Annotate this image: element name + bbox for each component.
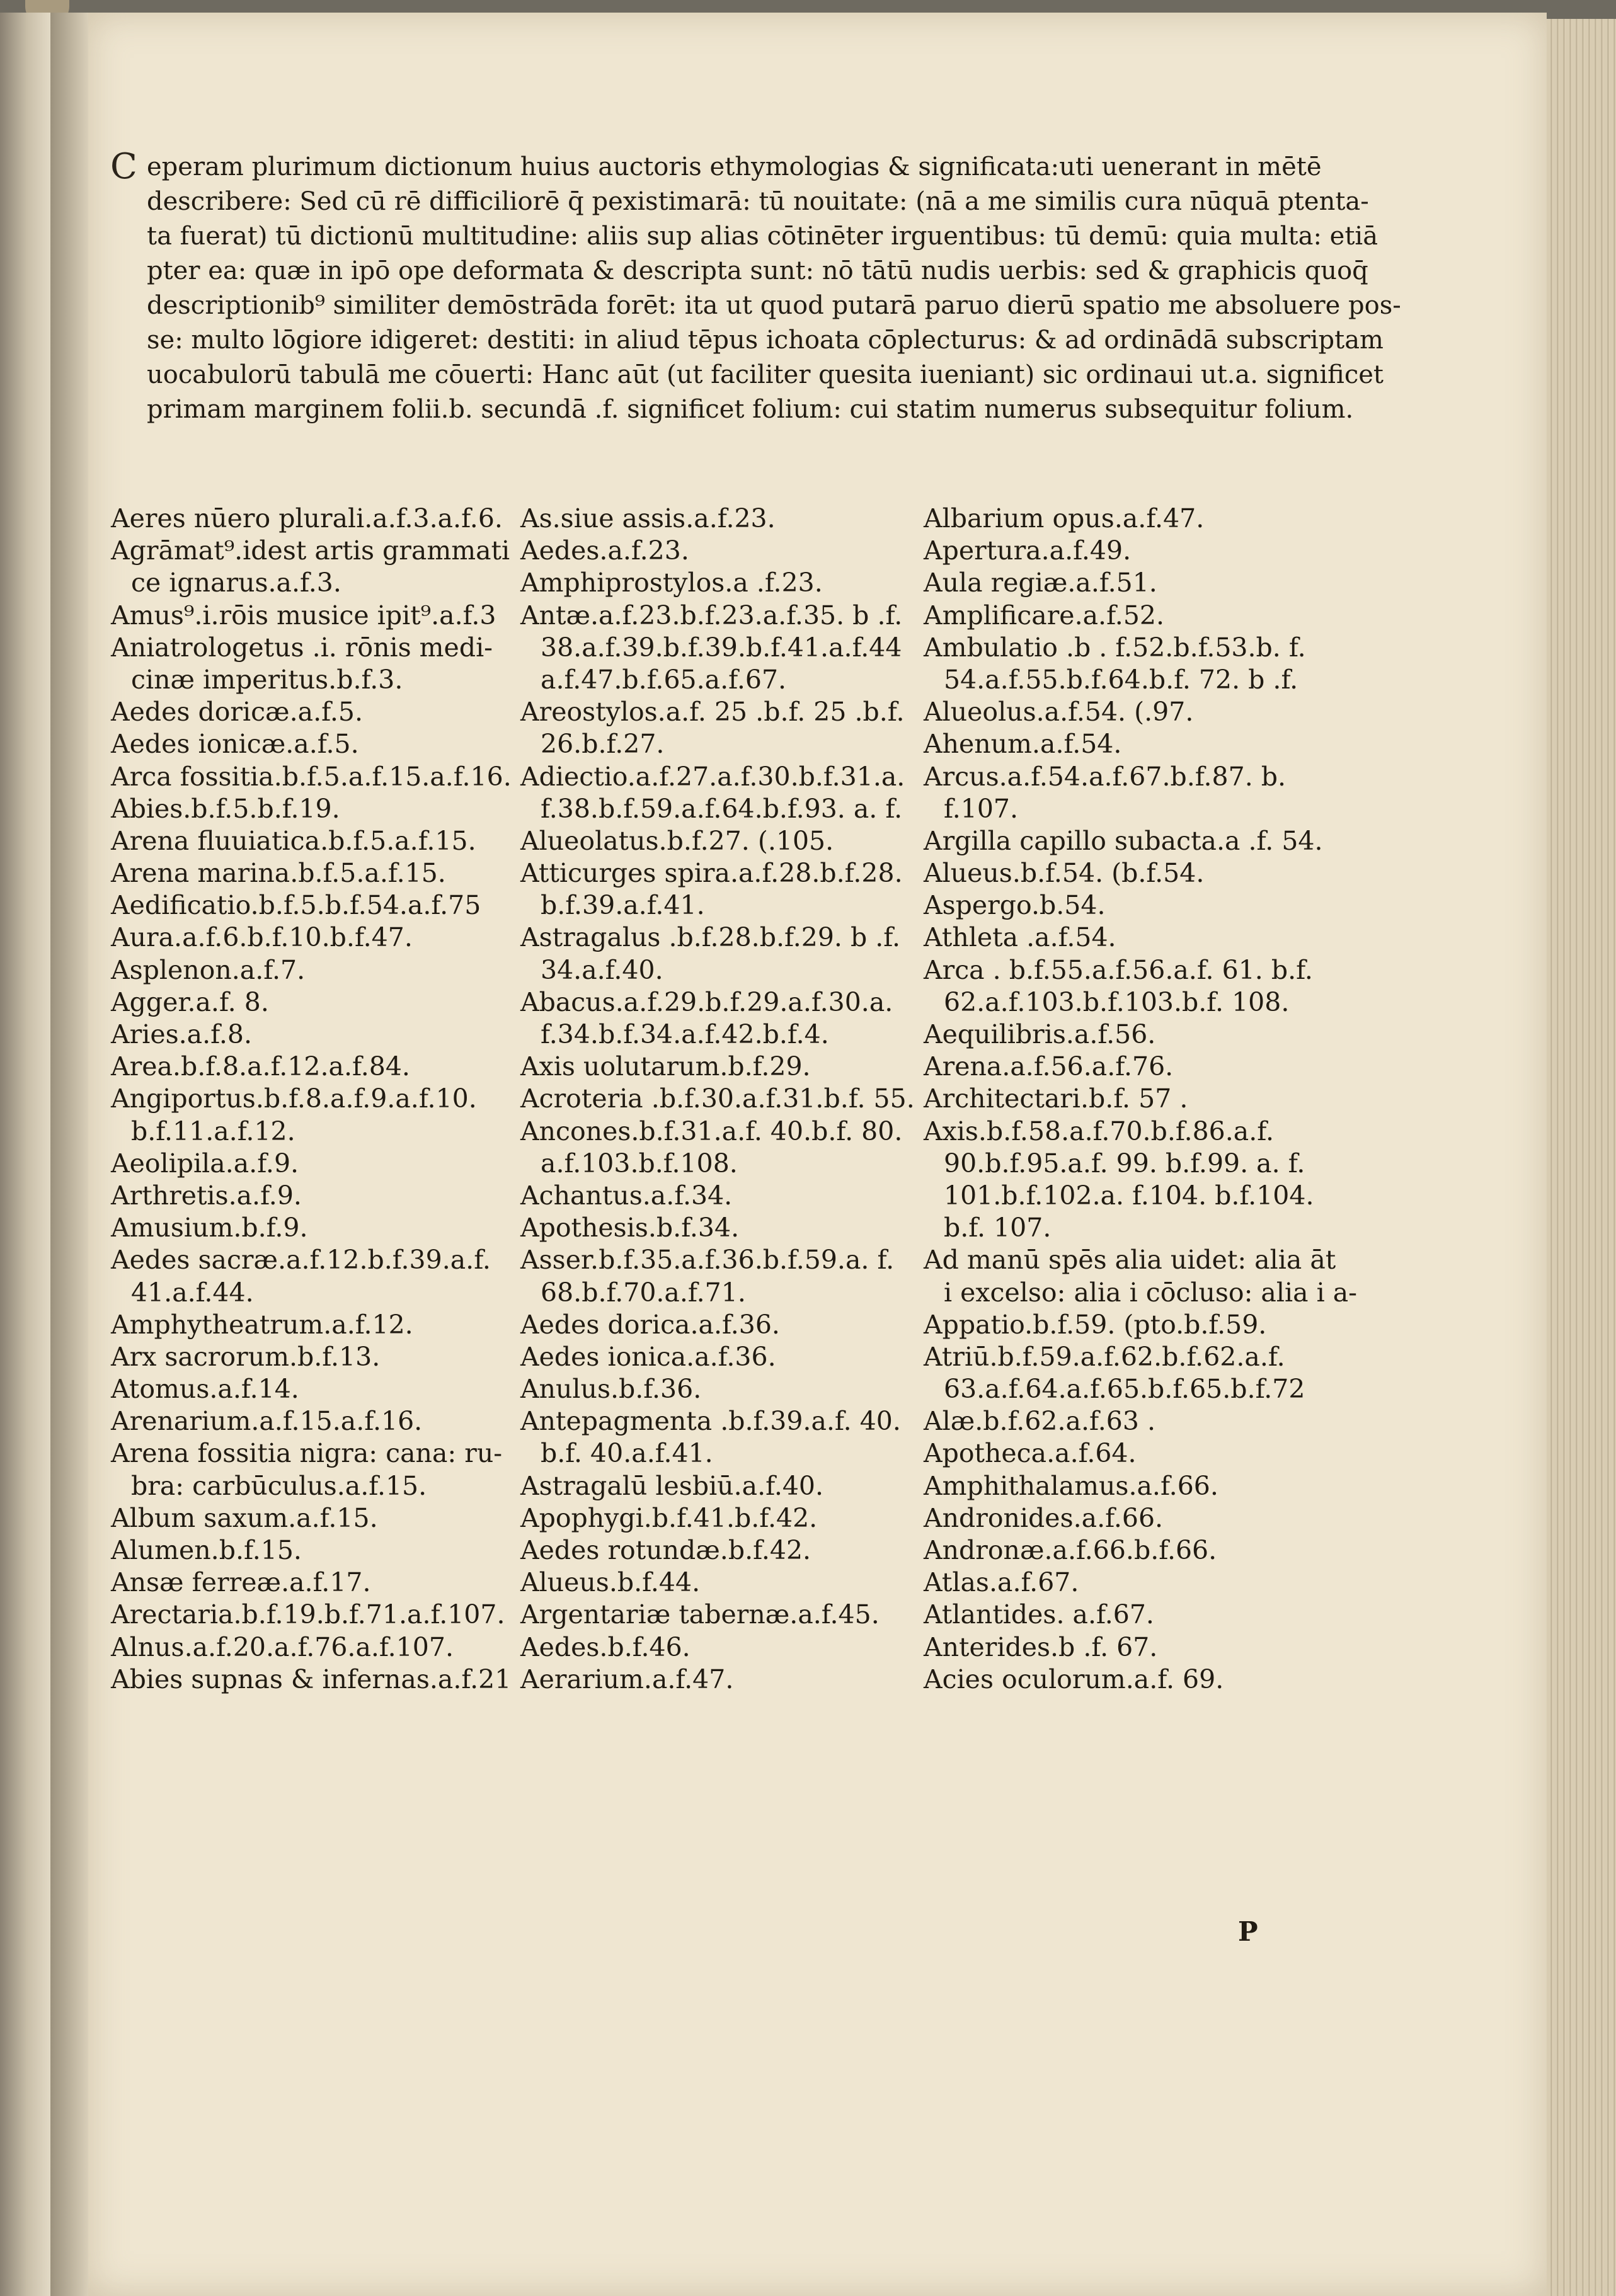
index-entry: 90.b.f.95.a.f. 99. b.f.99. a. f.: [944, 1148, 1305, 1179]
index-entry: 38.a.f.39.b.f.39.b.f.41.a.f.44: [541, 632, 902, 663]
intro-paragraph: [110, 146, 1401, 427]
index-entry: Arena fluuiatica.b.f.5.a.f.15.: [111, 825, 476, 856]
index-entry: Amus⁹.i.rōis musice ipit⁹.a.f.3: [111, 600, 496, 631]
index-entry: Aequilibris.a.f.56.: [924, 1019, 1156, 1049]
index-entry: Astragalū lesbiū.a.f.40.: [520, 1470, 824, 1501]
index-entry: Atlantides. a.f.67.: [924, 1599, 1154, 1630]
index-entry: Aerarium.a.f.47.: [520, 1664, 734, 1694]
index-entry: Arena fossitia nigra: cana: ru-: [111, 1438, 503, 1469]
index-entry: Ambulatio .b . f.52.b.f.53.b. f.: [924, 632, 1306, 663]
index-entry: Aedes doricæ.a.f.5.: [111, 697, 363, 728]
index-entry: Adiectio.a.f.27.a.f.30.b.f.31.a.: [520, 761, 905, 792]
index-entry: Arca . b.f.55.a.f.56.a.f. 61. b.f.: [924, 954, 1313, 985]
intro-line: describere: Sed cū rē difficiliorē q̄ pexistimarā: tū nouitate: (nā a me similis cura nūquā ptenta-: [147, 187, 1369, 216]
index-entry: b.f.39.a.f.41.: [541, 890, 705, 921]
index-entry: Aedes ionicæ.a.f.5.: [111, 729, 359, 760]
index-entry: Amusium.b.f.9.: [111, 1213, 308, 1243]
index-entry: f.38.b.f.59.a.f.64.b.f.93. a. f.: [541, 793, 903, 824]
index-entry: Aedificatio.b.f.5.b.f.54.a.f.75: [111, 890, 481, 921]
index-entry: Ancones.b.f.31.a.f. 40.b.f. 80.: [520, 1116, 903, 1146]
index-entry: Astragalus .b.f.28.b.f.29. b .f.: [520, 922, 901, 953]
index-entry: Alueolatus.b.f.27. (.105.: [520, 825, 834, 856]
index-entry: Areostylos.a.f. 25 .b.f. 25 .b.f.: [520, 697, 905, 728]
index-entry: Andronides.a.f.66.: [924, 1502, 1164, 1533]
index-entry: Alnus.a.f.20.a.f.76.a.f.107.: [111, 1631, 454, 1662]
index-entry: Arena marina.b.f.5.a.f.15.: [111, 858, 446, 889]
index-entry: 101.b.f.102.a. f.104. b.f.104.: [944, 1180, 1314, 1211]
index-entry: Athleta .a.f.54.: [924, 922, 1116, 953]
index-entry: Amplificare.a.f.52.: [924, 600, 1165, 631]
index-entry: Apophygi.b.f.41.b.f.42.: [520, 1502, 818, 1533]
page-gutter: [50, 13, 88, 2296]
index-entry: a.f.47.b.f.65.a.f.67.: [541, 664, 787, 695]
index-entry: Abacus.a.f.29.b.f.29.a.f.30.a.: [520, 986, 893, 1017]
index-entry: f.107.: [944, 793, 1019, 824]
index-entry: Asplenon.a.f.7.: [111, 954, 306, 985]
index-entry: Atomus.a.f.14.: [111, 1374, 299, 1405]
index-entry: Ansæ ferreæ.a.f.17.: [111, 1567, 371, 1598]
index-entry: Aedes ionica.a.f.36.: [520, 1341, 776, 1372]
index-entry: bra: carbūculus.a.f.15.: [131, 1470, 427, 1501]
index-entry: Arx sacrorum.b.f.13.: [111, 1341, 381, 1372]
index-column-2: [520, 503, 917, 1696]
index-entry: Arectaria.b.f.19.b.f.71.a.f.107.: [111, 1599, 505, 1630]
index-entry: Axis.b.f.58.a.f.70.b.f.86.a.f.: [924, 1116, 1275, 1146]
index-entry: Aedes rotundæ.b.f.42.: [520, 1535, 811, 1565]
index-entry: 34.a.f.40.: [541, 954, 663, 985]
intro-line: uocabulorū tabulā me cōuerti: Hanc aūt (ut faciliter quesita iueniant) sic ordinaui ut.a. significet: [147, 360, 1384, 389]
index-entry: Album saxum.a.f.15.: [111, 1502, 378, 1533]
index-entry: Abies supnas & infernas.a.f.21: [111, 1664, 512, 1694]
index-entry: Angiportus.b.f.8.a.f.9.a.f.10.: [111, 1083, 477, 1114]
index-entry: 62.a.f.103.b.f.103.b.f. 108.: [944, 986, 1290, 1017]
index-entry: Axis uolutarum.b.f.29.: [520, 1051, 811, 1082]
index-entry: Agger.a.f. 8.: [111, 986, 269, 1017]
intro-line: descriptionib⁹ similiter demōstrāda forēt: ita ut quod putarā paruo dierū spatio me absoluere pos-: [147, 291, 1401, 320]
index-entry: Arena.a.f.56.a.f.76.: [924, 1051, 1174, 1082]
index-entry: cinæ imperitus.b.f.3.: [131, 664, 403, 695]
index-entry: Achantus.a.f.34.: [520, 1180, 733, 1211]
index-entry: Aniatrologetus .i. rōnis medi-: [111, 632, 493, 663]
index-entry: Aspergo.b.54.: [924, 890, 1106, 921]
index-entry: As.siue assis.a.f.23.: [520, 503, 776, 534]
index-entry: Acies oculorum.a.f. 69.: [924, 1664, 1224, 1694]
index-entry: Antæ.a.f.23.b.f.23.a.f.35. b .f.: [520, 600, 903, 631]
index-entry: Alumen.b.f.15.: [111, 1535, 302, 1565]
page-block-edges: [1547, 19, 1616, 2296]
index-entry: Atriū.b.f.59.a.f.62.b.f.62.a.f.: [924, 1341, 1285, 1372]
index-entry: Argilla capillo subacta.a .f. 54.: [924, 825, 1323, 856]
index-entry: Anterides.b .f. 67.: [924, 1631, 1158, 1662]
index-entry: Area.b.f.8.a.f.12.a.f.84.: [111, 1051, 410, 1082]
intro-line: se: multo lōgiore idigeret: destiti: in aliud tēpus ichoata cōplecturus: & ad ordinādā subscriptam: [147, 326, 1384, 355]
index-entry: Ahenum.a.f.54.: [924, 729, 1122, 760]
index-entry: Aedes.a.f.23.: [520, 535, 689, 566]
intro-line: eperam plurimum dictionum huius auctoris ethymologias & significata:uti uenerant in mētē: [147, 152, 1322, 181]
index-entry: Aula regiæ.a.f.51.: [924, 568, 1157, 598]
index-entry: Alueus.b.f.44.: [520, 1567, 701, 1598]
index-entry: Amphytheatrum.a.f.12.: [111, 1309, 413, 1340]
index-entry: Alueus.b.f.54. (b.f.54.: [924, 858, 1205, 889]
index-entry: Apotheca.a.f.64.: [924, 1438, 1137, 1469]
index-entry: Aedes sacræ.a.f.12.b.f.39.a.f.: [111, 1245, 491, 1276]
index-entry: Atticurges spira.a.f.28.b.f.28.: [520, 858, 903, 889]
index-entry: Argentariæ tabernæ.a.f.45.: [520, 1599, 880, 1630]
index-entry: Amphithalamus.a.f.66.: [924, 1470, 1218, 1501]
index-entry: Aries.a.f.8.: [111, 1019, 252, 1049]
index-entry: Atlas.a.f.67.: [924, 1567, 1079, 1598]
index-entry: Abies.b.f.5.b.f.19.: [111, 793, 340, 824]
index-entry: Asser.b.f.35.a.f.36.b.f.59.a. f.: [520, 1245, 895, 1276]
facing-page-edge: [0, 13, 52, 2296]
index-entry: Arcus.a.f.54.a.f.67.b.f.87. b.: [924, 761, 1286, 792]
index-entry: a.f.103.b.f.108.: [541, 1148, 738, 1179]
index-entry: Ad manū spēs alia uidet: alia āt: [924, 1245, 1336, 1276]
index-entry: Architectari.b.f. 57 .: [924, 1083, 1188, 1114]
index-entry: Alueolus.a.f.54. (.97.: [924, 697, 1194, 728]
index-entry: i excelso: alia i cōcluso: alia i a-: [944, 1277, 1358, 1308]
index-entry: f.34.b.f.34.a.f.42.b.f.4.: [541, 1019, 829, 1049]
index-entry: Arca fossitia.b.f.5.a.f.15.a.f.16.: [111, 761, 512, 792]
index-entry: Aedes dorica.a.f.36.: [520, 1309, 780, 1340]
index-entry: Acroteria .b.f.30.a.f.31.b.f. 55.: [520, 1083, 915, 1114]
index-entry: 26.b.f.27.: [541, 729, 665, 760]
signature-mark: P: [1238, 1916, 1258, 1947]
index-column-3: [924, 503, 1358, 1696]
intro-line: primam marginem folii.b. secundā .f. significet folium: cui statim numerus subsequitur folium.: [147, 395, 1354, 424]
index-entry: b.f. 107.: [944, 1213, 1052, 1243]
index-entry: 54.a.f.55.b.f.64.b.f. 72. b .f.: [944, 664, 1298, 695]
index-entry: Andronæ.a.f.66.b.f.66.: [924, 1535, 1217, 1565]
index-entry: Aedes.b.f.46.: [520, 1631, 691, 1662]
index-entry: Arenarium.a.f.15.a.f.16.: [111, 1406, 423, 1437]
index-entry: Aeolipila.a.f.9.: [111, 1148, 299, 1179]
index-entry: Arthretis.a.f.9.: [111, 1180, 302, 1211]
index-entry: Appatio.b.f.59. (pto.b.f.59.: [924, 1309, 1267, 1340]
index-entry: Anulus.b.f.36.: [520, 1374, 702, 1405]
index-entry: Antepagmenta .b.f.39.a.f. 40.: [520, 1406, 901, 1437]
index-entry: 63.a.f.64.a.f.65.b.f.65.b.f.72: [944, 1374, 1305, 1405]
index-entry: Alæ.b.f.62.a.f.63 .: [924, 1406, 1155, 1437]
initial-letter: C: [110, 146, 137, 187]
index-entry: 41.a.f.44.: [131, 1277, 254, 1308]
index-entry: Apertura.a.f.49.: [924, 535, 1132, 566]
index-column-1: [111, 503, 511, 1696]
index-entry: b.f.11.a.f.12.: [131, 1116, 295, 1146]
index-entry: Aura.a.f.6.b.f.10.b.f.47.: [111, 922, 413, 953]
index-entry: Agrāmat⁹.idest artis grammati: [111, 535, 510, 566]
index-entry: Apothesis.b.f.34.: [520, 1213, 740, 1243]
index-entry: b.f. 40.a.f.41.: [541, 1438, 713, 1469]
index-entry: Aeres nūero plurali.a.f.3.a.f.6.: [111, 503, 503, 534]
index-entry: Albarium opus.a.f.47.: [924, 503, 1205, 534]
index-entry: Amphiprostylos.a .f.23.: [520, 568, 823, 598]
index-entry: 68.b.f.70.a.f.71.: [541, 1277, 746, 1308]
intro-line: ta fuerat) tū dictionū multitudine: aliis sup alias cōtinēter irguentibus: tū demū: quia multa: etiā: [147, 222, 1378, 251]
index-entry: ce ignarus.a.f.3.: [131, 568, 341, 598]
intro-line: pter ea: quæ in ipō ope deformata & descripta sunt: nō tātū nudis uerbis: sed & graphicis quoq̄: [147, 256, 1368, 285]
